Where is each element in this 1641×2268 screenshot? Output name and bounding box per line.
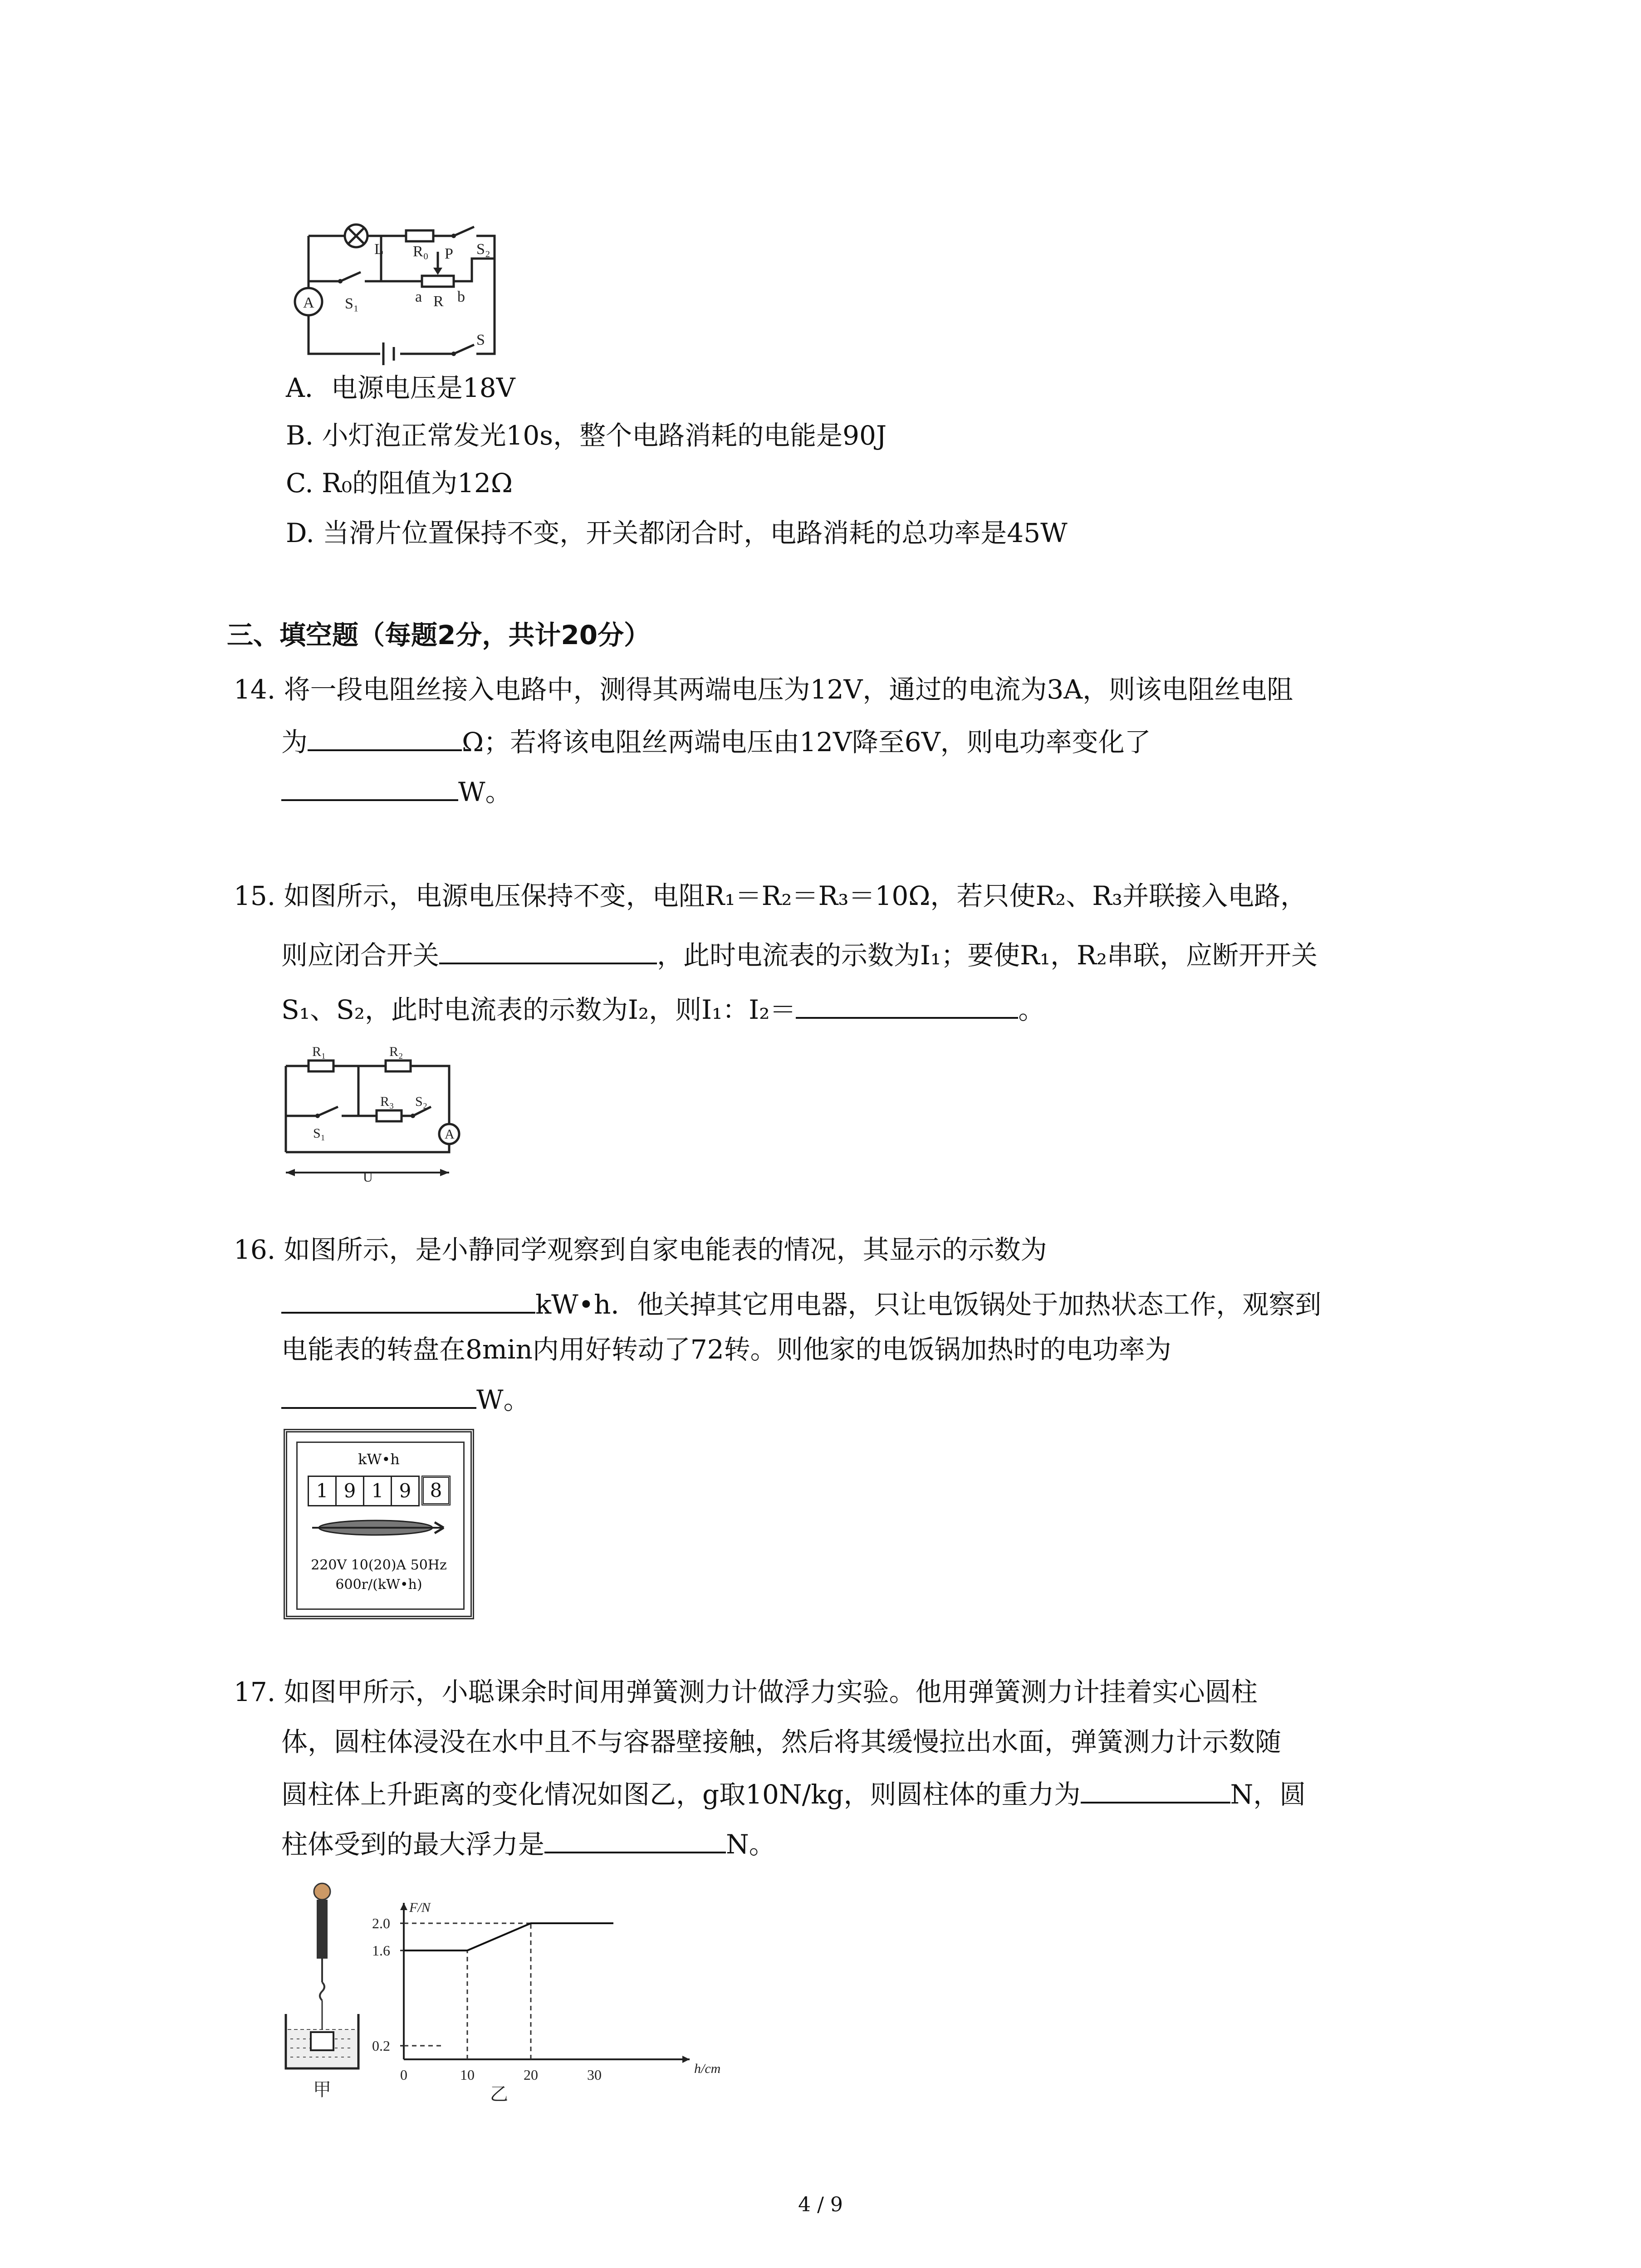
q17-line3-post: N，圆 — [1230, 1779, 1306, 1810]
meter-digit-decimal: 8 — [421, 1476, 451, 1505]
q17-blank1[interactable] — [1081, 1774, 1230, 1804]
q13-option-c: C. R₀的阻值为12Ω — [286, 468, 513, 499]
label-b: b — [457, 288, 465, 305]
q15-line3 — [281, 989, 1044, 1028]
q13-circuit-diagram — [281, 209, 544, 367]
y-axis-label: F/N — [409, 1900, 431, 1915]
q16-line3: 电能表的转盘在8min内用好转动了72转。则他家的电饭锅加热时的电功率为 — [281, 1334, 1171, 1365]
q14-line2-post: Ω；若将该电阻丝两端电压由12V降至6V，则电功率变化了 — [462, 727, 1151, 758]
label-s2: S₂ — [476, 241, 490, 258]
q15-line3-post: 。 — [1018, 994, 1045, 1025]
label-r2: R₂ — [389, 1044, 403, 1059]
q16-line2 — [281, 1284, 1321, 1323]
label-s1: S₁ — [313, 1126, 326, 1141]
y-tick-label: 0.2 — [372, 2038, 390, 2054]
fig-label-jia: 甲 — [313, 2079, 331, 2100]
label-r0: R₀ — [413, 243, 429, 260]
label-r: R — [433, 293, 444, 310]
spring-scale-figure — [281, 1878, 363, 2100]
q13-option-d: D. 当滑片位置保持不变，开关都闭合时，电路消耗的总功率是45W — [286, 518, 1068, 548]
label-ammeter: A — [445, 1127, 455, 1142]
label-a: a — [415, 288, 422, 305]
meter-digits — [308, 1476, 451, 1506]
x-axis-arrow — [682, 2056, 690, 2063]
q13-option-a: A．电源电压是18V — [286, 372, 515, 403]
q16-blank2[interactable] — [281, 1379, 476, 1409]
label-p: P — [445, 245, 453, 262]
x-tick-label: 0 — [400, 2067, 407, 2083]
q15-line3-pre: S₁、S₂，此时电流表的示数为I₂，则I₁：I₂＝ — [281, 994, 796, 1025]
y-tick-label: 2.0 — [372, 1915, 390, 1931]
q17-line4 — [281, 1823, 775, 1862]
page-number: 4 / 9 — [798, 2193, 843, 2216]
q14-blank2[interactable] — [281, 771, 458, 801]
q15-line2-post: ，此时电流表的示数为I₁；要使R₁，R₂串联，应断开开关 — [657, 940, 1318, 971]
q16-blank1[interactable] — [281, 1284, 535, 1314]
x-axis-label: h/cm — [694, 2061, 721, 2076]
q14-line3-post: W。 — [458, 777, 512, 807]
y-tick-label: 1.6 — [372, 1942, 390, 1959]
q17-line2: 体，圆柱体浸没在水中且不与容器壁接触，然后将其缓慢拉出水面，弹簧测力计示数随 — [281, 1726, 1282, 1757]
label-s2: S₂ — [415, 1094, 428, 1109]
q16-line2-post: kW•h．他关掉其它用电器，只让电饭锅处于加热状态工作，观察到 — [535, 1289, 1322, 1320]
q15-circuit-diagram — [277, 1043, 485, 1184]
q15-line2 — [281, 934, 1318, 973]
label-r1: R₁ — [312, 1044, 326, 1059]
meter-unit: kW•h — [358, 1451, 400, 1468]
q14-line1: 14. 将一段电阻丝接入电路中，测得其两端电压为12V，通过的电流为3A，则该电阻丝电阻 — [234, 674, 1293, 705]
q17-line4-pre: 柱体受到的最大浮力是 — [281, 1829, 545, 1860]
q14-line3 — [281, 771, 512, 810]
meter-digit: 1 — [308, 1476, 337, 1506]
meter-rate: 600r/(kW•h) — [335, 1577, 422, 1593]
label-r3: R₃ — [380, 1094, 394, 1109]
q15-line2-pre: 则应闭合开关 — [281, 940, 440, 971]
section-title: 三、填空题（每题2分，共计20分） — [227, 620, 651, 650]
q16-line1: 16. 如图所示，是小静同学观察到自家电能表的情况，其显示的示数为 — [234, 1234, 1047, 1265]
q14-line2 — [281, 721, 1151, 760]
meter-digit: 1 — [364, 1476, 392, 1506]
meter-spec: 220V 10(20)A 50Hz — [311, 1557, 447, 1573]
q17-line3 — [281, 1774, 1306, 1813]
q15-line1: 15. 如图所示，电源电压保持不变，电阻R₁＝R₂＝R₃＝10Ω，若只使R₂、R₃并联接入电路， — [234, 880, 1307, 911]
label-ammeter: A — [303, 294, 314, 311]
x-tick-label: 10 — [460, 2067, 475, 2083]
q15-blank1[interactable] — [439, 934, 657, 964]
q17-line1: 17. 如图甲所示，小聪课余时间用弹簧测力计做浮力实验。他用弹簧测力计挂着实心圆柱 — [234, 1677, 1258, 1707]
label-l: L — [374, 241, 384, 258]
force-height-chart — [363, 1878, 721, 2105]
meter-disc-arrow — [308, 1514, 453, 1541]
label-s1: S₁ — [345, 295, 359, 312]
series-line — [404, 1923, 613, 1950]
q17-line3-pre: 圆柱体上升距离的变化情况如图乙，g取10N/kg，则圆柱体的重力为 — [281, 1779, 1081, 1810]
q13-option-b: B. 小灯泡正常发光10s，整个电路消耗的电能是90J — [286, 420, 887, 451]
q14-blank1[interactable] — [308, 721, 462, 751]
y-axis-arrow — [400, 1903, 407, 1910]
label-u: U — [363, 1170, 373, 1185]
q16-line4 — [281, 1379, 530, 1418]
x-tick-label: 20 — [524, 2067, 538, 2083]
x-tick-label: 30 — [587, 2067, 602, 2083]
q17-blank2[interactable] — [544, 1823, 726, 1853]
label-s: S — [476, 332, 485, 348]
meter-digit: 9 — [392, 1476, 420, 1506]
q15-blank2[interactable] — [796, 989, 1018, 1019]
electricity-meter — [284, 1429, 474, 1619]
fig-label-yi: 乙 — [490, 2084, 508, 2104]
meter-digit: 9 — [337, 1476, 364, 1506]
q14-line2-pre: 为 — [281, 727, 308, 758]
q16-line4-post: W。 — [476, 1384, 530, 1415]
q17-line4-post: N。 — [726, 1829, 775, 1860]
